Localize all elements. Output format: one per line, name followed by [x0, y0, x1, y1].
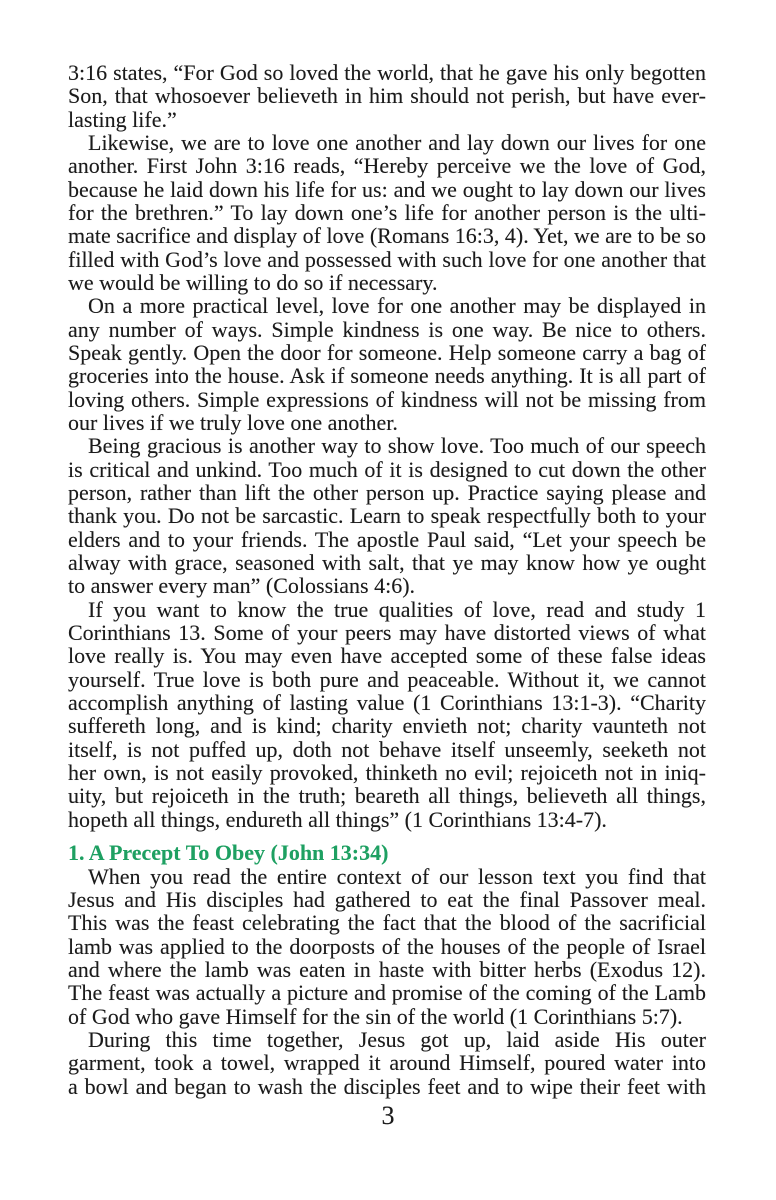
paragraph [68, 294, 706, 434]
page-number: 3 [381, 1101, 395, 1130]
text-line: for the brethren.” To lay down one’s life for another person is the ulti- [68, 199, 706, 225]
text-line: her own, is not easily provoked, thinketh no evil; rejoiceth not in iniq- [68, 759, 706, 785]
text-line: another. First John 3:16 reads, “Hereby perceive we the love of God, [68, 153, 706, 179]
text-line: a bowl and began to wash the disciples feet and to wipe their feet with [68, 1073, 706, 1099]
text-line: Corinthians 13. Some of your peers may have distorted views of what [68, 619, 706, 645]
text-line: love really is. You may even have accepted some of these false ideas [68, 643, 706, 669]
paragraph [68, 598, 706, 831]
text-line: Speak gently. Open the door for someone. Help someone carry a bag of [68, 339, 706, 365]
text-line: to answer every man” (Colossians 4:6). [68, 573, 416, 599]
text-line: our lives if we truly love one another. [68, 409, 398, 435]
text-line: lasting life.” [68, 106, 177, 132]
text-line: person, rather than lift the other person up. Practice saying please and [68, 479, 706, 505]
section-heading: 1. A Precept To Obey (John 13:34) [68, 839, 389, 865]
text-line: any number of ways. Simple kindness is one way. Be nice to others. [68, 316, 706, 342]
text-line: hopeth all things, endureth all things” (1 Corinthians 13:4-7). [68, 806, 607, 832]
text-line: thank you. Do not be sarcastic. Learn to speak respectfully both to your [68, 503, 706, 529]
text-line: The feast was actually a picture and promise of the coming of the Lamb [68, 980, 706, 1006]
paragraph [68, 865, 706, 1028]
text-column [68, 61, 706, 1098]
text-line: groceries into the house. Ask if someone needs anything. It is all part of [68, 363, 706, 389]
text-line: 3:16 states, “For God so loved the world, that he gave his only begotten [68, 60, 706, 85]
text-line: If you want to know the true qualities of love, read and study 1 [88, 596, 706, 622]
text-line: itself, is not puffed up, doth not behave itself unseemly, seeketh not [68, 736, 706, 762]
text-line: Likewise, we are to love one another and lay down our lives for one [88, 129, 706, 155]
text-line: During this time together, Jesus got up, laid aside His outer [88, 1027, 706, 1053]
text-line: because he laid down his life for us: and we ought to lay down our lives [68, 176, 706, 202]
text-line: On a more practical level, love for one another may be displayed in [88, 293, 706, 319]
text-line: accomplish anything of lasting value (1 Corinthians 13:1-3). “Charity [68, 689, 706, 715]
paragraph [68, 131, 706, 294]
text-line: elders and to your friends. The apostle Paul said, “Let your speech be [68, 526, 706, 552]
text-line: Being gracious is another way to show love. Too much of our speech [88, 433, 706, 459]
text-line: Jesus and His disciples had gathered to eat the final Passover meal. [68, 887, 706, 913]
text-line: yourself. True love is both pure and peaceable. Without it, we cannot [68, 666, 706, 692]
text-line: loving others. Simple expressions of kindness will not be missing from [68, 386, 706, 412]
paragraph [68, 61, 706, 131]
text-line: mate sacrifice and display of love (Romans 16:3, 4). Yet, we are to be so [68, 223, 706, 249]
text-line: When you read the entire context of our lesson text you find that [88, 863, 706, 889]
text-line: Son, that whosoever believeth in him should not perish, but have ever- [68, 83, 706, 109]
text-line: and where the lamb was eaten in haste with bitter herbs (Exodus 12). [68, 957, 706, 983]
paragraph [68, 434, 706, 597]
text-line: is critical and unkind. Too much of it is designed to cut down the other [68, 456, 706, 482]
text-line: we would be willing to do so if necessary. [68, 269, 438, 295]
text-line: alway with grace, seasoned with salt, that ye may know how ye ought [68, 549, 706, 575]
text-line: of God who gave Himself for the sin of the world (1 Corinthians 5:7). [68, 1003, 683, 1029]
text-line: garment, took a towel, wrapped it around Himself, poured water into [68, 1050, 706, 1076]
text-line: filled with God’s love and possessed with such love for one another that [68, 246, 706, 272]
text-line: lamb was applied to the doorposts of the houses of the people of Israel [68, 933, 706, 959]
paragraph [68, 1028, 706, 1098]
text-line: This was the feast celebrating the fact that the blood of the sacrificial [68, 910, 706, 936]
text-line: suffereth long, and is kind; charity envieth not; charity vaunteth not [68, 713, 706, 739]
text-line: uity, but rejoiceth in the truth; beareth all things, believeth all things, [68, 783, 706, 809]
